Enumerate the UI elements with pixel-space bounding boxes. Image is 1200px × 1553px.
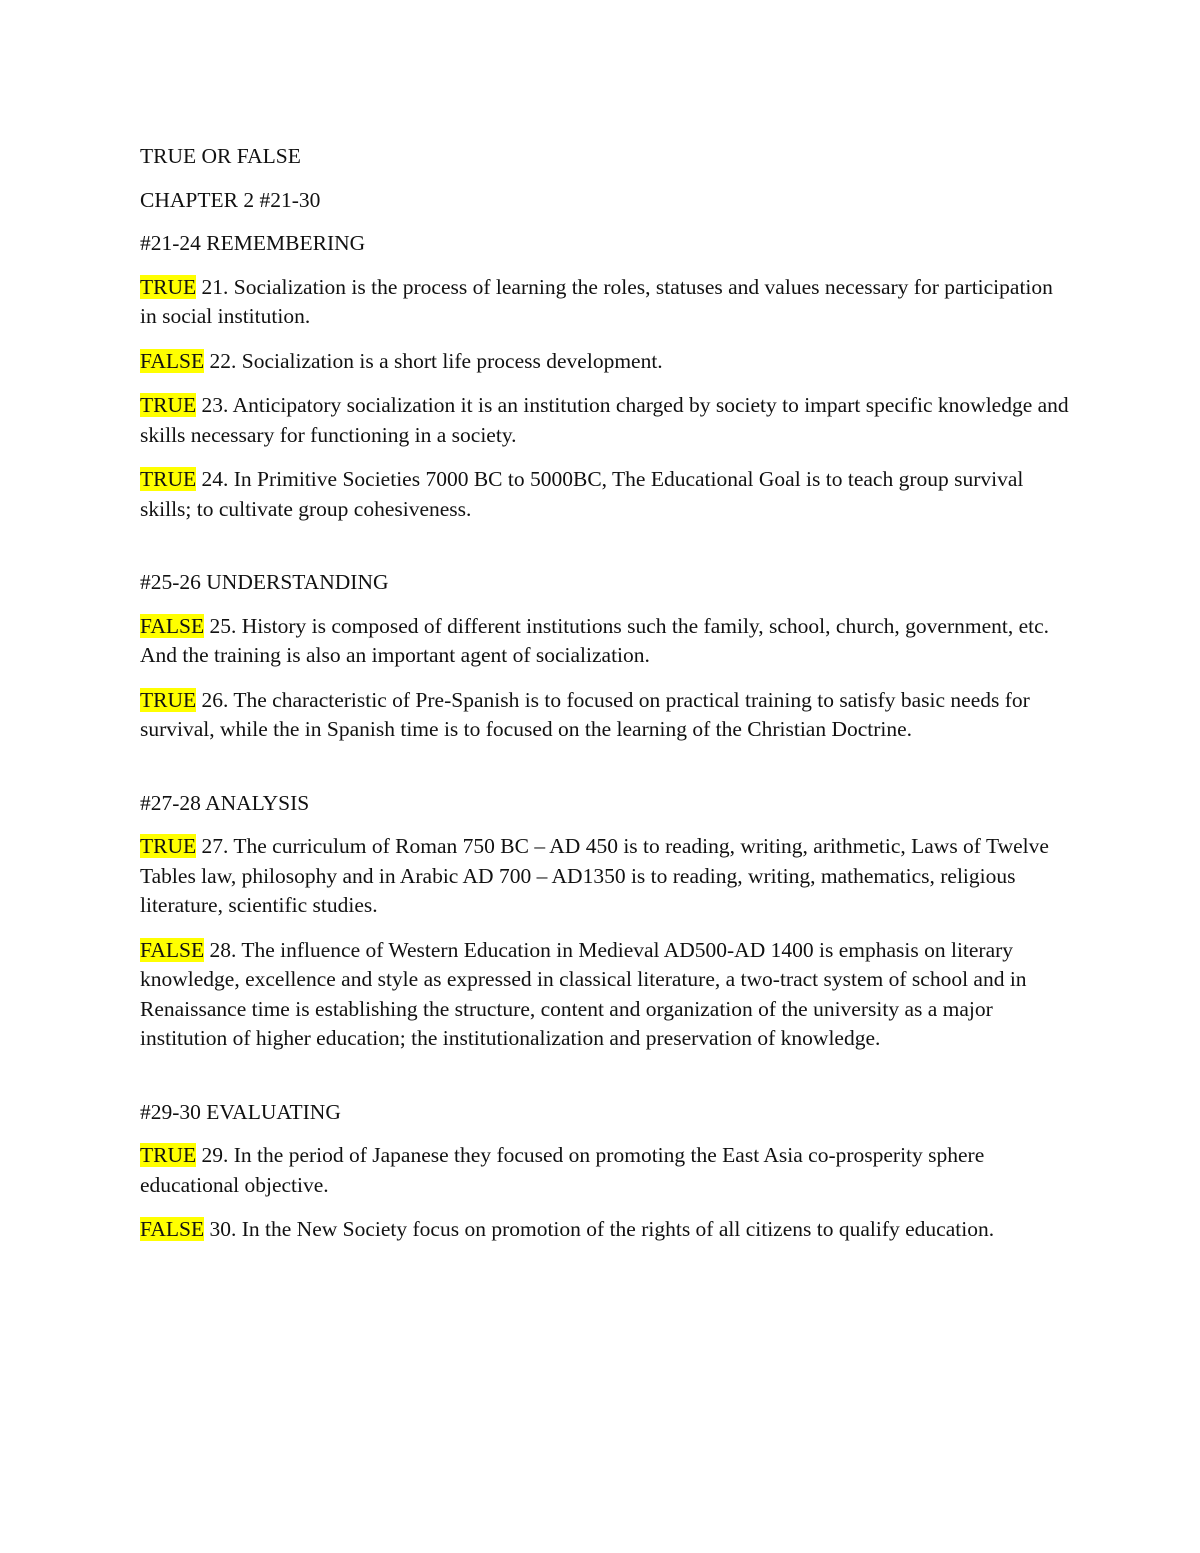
question-text: 23. Anticipatory socialization it is an institution charged by society to impart specific knowledge and skills necessary for functioning in a society. <box>140 393 1069 447</box>
answer-highlight: FALSE <box>140 613 205 638</box>
answer-highlight: TRUE <box>140 467 197 491</box>
blank-line <box>140 539 1070 568</box>
section-heading-remembering: #21-24 REMEMBERING <box>140 231 366 255</box>
question-text: 27. The curriculum of Roman 750 BC – AD 450 is to reading, writing, arithmetic, Laws of Twelve Tables law, philosophy and in Arabic AD 700 – AD1350 is to reading, writing, mathematics, religious literature, scientific studies. <box>140 834 1049 917</box>
section-heading-evaluating: #29-30 EVALUATING <box>140 1099 341 1124</box>
section-heading-understanding: #25-26 UNDERSTANDING <box>140 570 389 594</box>
answer-highlight: TRUE <box>140 834 197 858</box>
answer-highlight: FALSE <box>140 1217 205 1241</box>
question-22 <box>140 347 1070 377</box>
question-24 <box>140 465 1070 524</box>
section-heading-analysis: #27-28 ANALYSIS <box>140 790 310 815</box>
question-23 <box>140 391 1070 450</box>
answer-highlight: TRUE <box>140 687 197 712</box>
blank-line <box>140 1069 1070 1098</box>
answer-highlight: FALSE <box>140 937 205 962</box>
blank-line <box>140 760 1070 789</box>
question-28 <box>140 936 1070 1054</box>
question-30 <box>140 1215 1070 1245</box>
answer-highlight: TRUE <box>140 274 197 299</box>
question-text: 26. The characteristic of Pre-Spanish is to focused on practical training to satisfy basic needs for survival, while the in Spanish time is to focused on the learning of the Christian Doctrine. <box>140 687 1030 741</box>
question-29 <box>140 1141 1070 1200</box>
chapter-label: CHAPTER 2 #21-30 <box>140 187 321 212</box>
answer-highlight: FALSE <box>140 348 205 373</box>
question-21 <box>140 273 1070 332</box>
document-title: TRUE OR FALSE <box>140 144 301 168</box>
answer-highlight: TRUE <box>140 393 197 417</box>
question-text: 29. In the period of Japanese they focused on promoting the East Asia co-prosperity sphere educational objective. <box>140 1143 985 1197</box>
answer-highlight: TRUE <box>140 1143 197 1167</box>
question-26 <box>140 686 1070 745</box>
question-text: 25. History is composed of different institutions such the family, school, church, government, etc. And the training is also an important agent of socialization. <box>140 613 1050 667</box>
question-text: 21. Socialization is the process of learning the roles, statuses and values necessary for participation in social institution. <box>140 274 1053 328</box>
question-text: 30. In the New Society focus on promotion of the rights of all citizens to qualify education. <box>204 1217 995 1241</box>
question-25 <box>140 612 1070 671</box>
question-text: 22. Socialization is a short life process development. <box>204 348 663 373</box>
question-text: 28. The influence of Western Education in Medieval AD500-AD 1400 is emphasis on literary knowledge, excellence and style as expressed in classical literature, a two-tract system of school and in Renaissance time is establishing the structure, content and organization of the university as a major institution of higher education; the institutionalization and preservation of knowledge. <box>140 937 1027 1050</box>
question-text: 24. In Primitive Societies 7000 BC to 5000BC, The Educational Goal is to teach group survival skills; to cultivate group cohesiveness. <box>140 467 1024 521</box>
question-27 <box>140 832 1070 921</box>
document-body <box>140 142 1070 1260</box>
